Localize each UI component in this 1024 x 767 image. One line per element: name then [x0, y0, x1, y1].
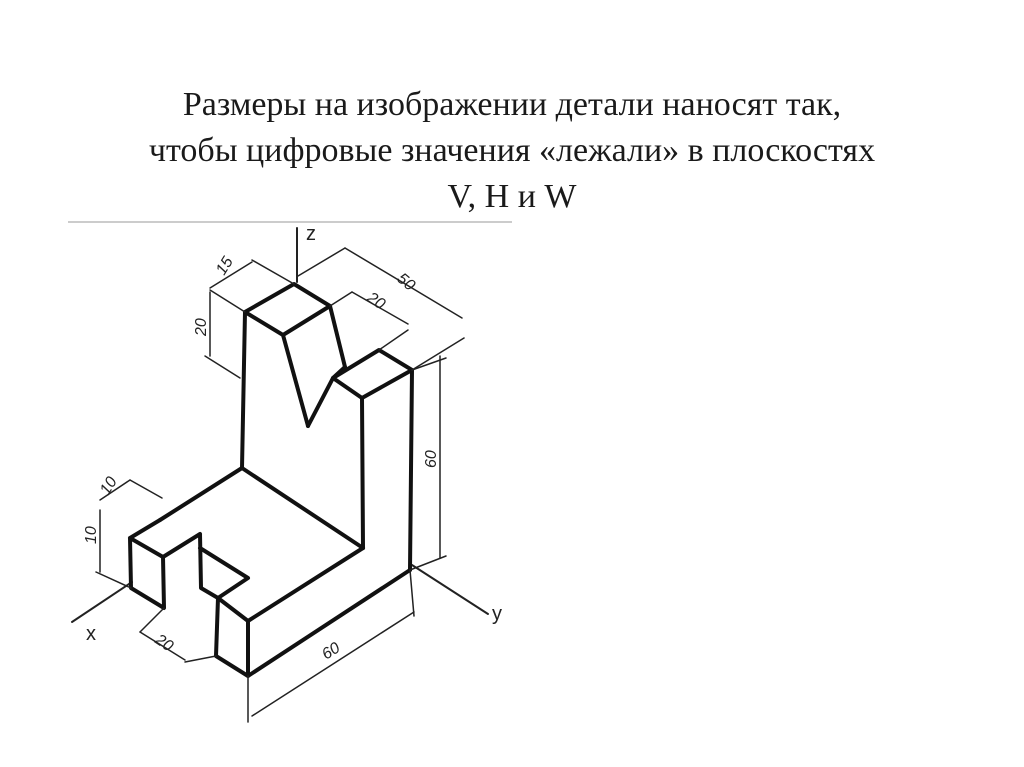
upright-front [160, 468, 363, 548]
dim-slot-width: 20 [363, 289, 389, 314]
dimension-labels [83, 254, 440, 663]
dimension-lines [96, 248, 464, 722]
title-line-1: Размеры на изображении детали наносят так, [182, 86, 842, 123]
title-line-3: V, H и W [447, 178, 577, 215]
dim-top-depth: 15 [212, 254, 237, 279]
dim-step-depth: 10 [96, 474, 121, 499]
dim-overall-height: 60 [423, 450, 440, 468]
x-axis [72, 582, 132, 622]
part-outline [130, 284, 412, 676]
z-axis-label: z [306, 223, 316, 245]
dim-top-height: 20 [193, 318, 210, 336]
dim-step-height: 10 [83, 526, 100, 544]
y-axis-label: y [492, 603, 502, 625]
y-axis [412, 565, 488, 614]
dim-overall-width: 50 [393, 270, 418, 295]
top-block [242, 284, 345, 468]
x-axis-label: x [86, 623, 96, 645]
dim-cut-width: 20 [151, 631, 177, 656]
title-line-2: чтобы цифровые значения «лежали» в плоскостях [148, 132, 876, 169]
dim-base-length: 60 [319, 639, 344, 664]
